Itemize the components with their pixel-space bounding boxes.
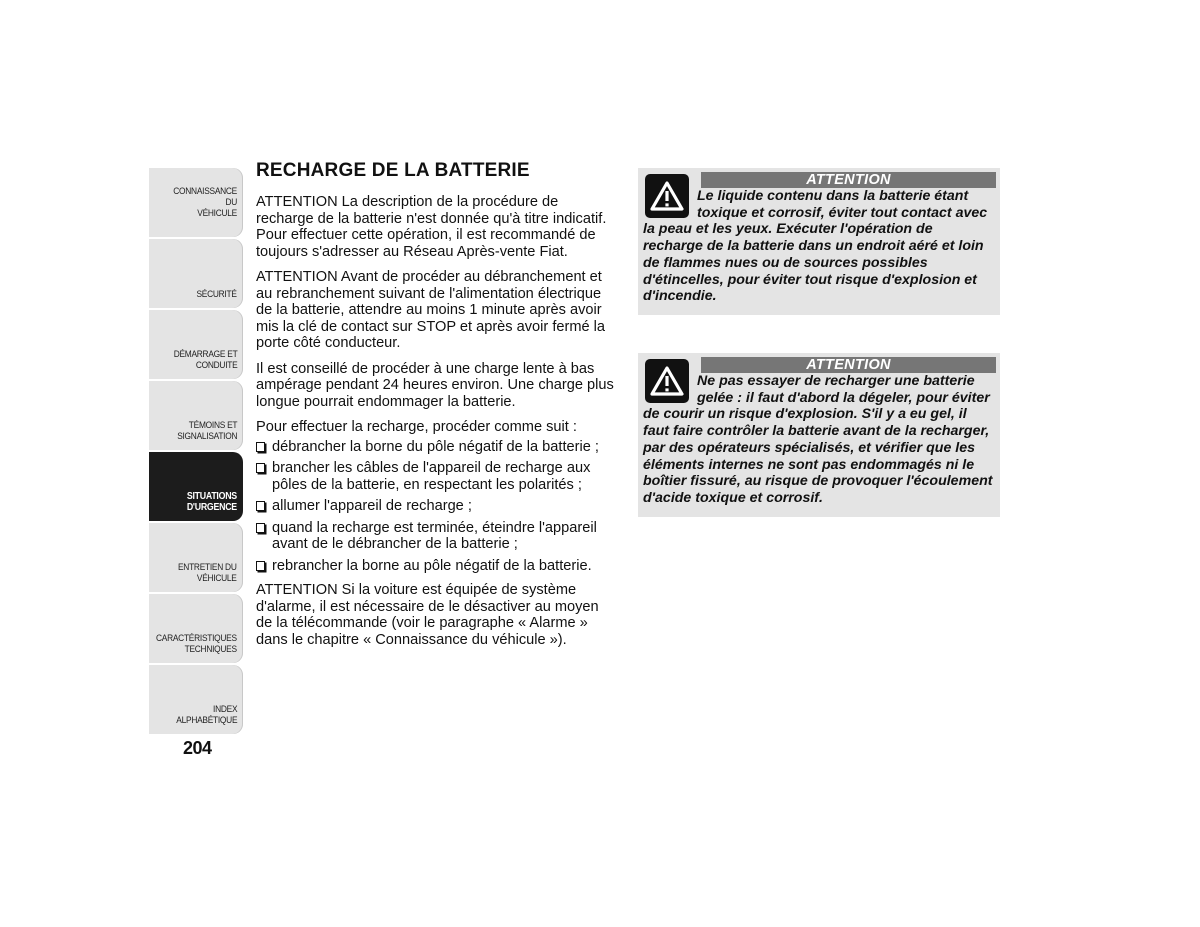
paragraph: ATTENTION Avant de procéder au débranchement et au rebranchement suivant de l'alimentation électrique de la batterie, attendre au moins 1 minute après avoir mis la clé de contact sur STOP et après avoir fermé la porte côté conducteur. — [256, 269, 606, 351]
paragraph: Pour effectuer la recharge, procéder comme suit : — [256, 419, 577, 435]
tab-label: CARACTÉRISTIQUES TECHNIQUES — [156, 633, 237, 655]
section-heading: RECHARGE DE LA BATTERIE — [256, 160, 530, 181]
list-item — [256, 460, 618, 493]
warning-rest: pour éviter de courir un risque d'explosion. S'il y a eu gel, il faut faire contrôler la batterie avant de la recharger, par des opérateurs spécialisés, et vérifier que les éléments internes ne sont pas endommagés ni le boîtier fissuré, au risque de provoquer l'écoulement d'acide toxique et corrosif. — [643, 389, 993, 506]
warning-title: ATTENTION — [701, 172, 996, 188]
tab-temoins-et-signalisation[interactable] — [149, 381, 243, 450]
steps-list — [256, 439, 618, 575]
tab-demarrage-et-conduite[interactable] — [149, 310, 243, 379]
warning-text — [643, 188, 996, 305]
tab-label: SÉCURITÉ — [196, 289, 237, 300]
list-item — [256, 520, 618, 553]
checkbox-bullet-icon — [256, 561, 265, 571]
warning-title: ATTENTION — [701, 357, 996, 373]
list-item — [256, 498, 618, 515]
checkbox-bullet-icon — [256, 523, 265, 533]
warning-text — [643, 373, 996, 507]
tab-connaissance-du-vehicule[interactable] — [149, 168, 243, 237]
warning-box — [638, 353, 1000, 517]
step-text: brancher les câbles de l'appareil de recharge aux pôles de la batterie, en respectant les polarités ; — [272, 460, 591, 493]
checkbox-bullet-icon — [256, 463, 265, 473]
warning-lead: Ne pas essayer de recharger une batterie gelée : il faut d'abord la dégeler, — [697, 373, 975, 406]
paragraph: ATTENTION La description de la procédure de recharge de la batterie n'est donnée qu'à titre indicatif. Pour effectuer cette opération, il est recommandé de toujours s'adresser au Réseau Après-vente Fiat. — [256, 194, 607, 260]
checkbox-bullet-icon — [256, 501, 265, 511]
tab-label: SITUATIONS D'URGENCE — [186, 491, 237, 513]
warning-triangle-icon — [645, 174, 689, 218]
step-text: rebrancher la borne au pôle négatif de la batterie. — [272, 557, 592, 574]
tab-index-alphabetique[interactable] — [149, 665, 243, 734]
tab-label: TÉMOINS ET SIGNALISATION — [176, 420, 237, 442]
step-text: quand la recharge est terminée, éteindre l'appareil avant de le débrancher de la batterie ; — [272, 519, 597, 552]
warning-rest: avec la peau et les yeux. Exécuter l'opération de recharge de la batterie dans un endroit aéré et loin de flammes nues ou de sources possibles d'étincelles, pour éviter tout risque d'explosion et d'incendie. — [643, 204, 988, 305]
list-item — [256, 558, 618, 575]
main-column — [256, 160, 618, 657]
tab-label: DÉMARRAGE ET CONDUITE — [173, 349, 237, 371]
page-number: 204 — [183, 738, 212, 758]
tab-label: INDEX ALPHABÉTIQUE — [176, 704, 237, 726]
tab-label: ENTRETIEN DU VÉHICULE — [178, 562, 237, 584]
chapter-tabs — [149, 168, 243, 736]
list-item — [256, 439, 618, 456]
paragraph: Il est conseillé de procéder à une charge lente à bas ampérage pendant 24 heures environ. Une charge plus longue pourrait endommager la batterie. — [256, 360, 614, 410]
tab-caracteristiques-techniques[interactable] — [149, 594, 243, 663]
warning-lead: Le liquide contenu dans la batterie étant toxique et corrosif, éviter tout contact — [697, 188, 969, 221]
step-text: allumer l'appareil de recharge ; — [272, 498, 472, 514]
paragraph: ATTENTION Si la voiture est équipée de système d'alarme, il est nécessaire de le désactiver au moyen de la télécommande (voir le paragraphe « Alarme » dans le chapitre « Connaissance du véhicule »). — [256, 582, 599, 648]
step-text: débrancher la borne du pôle négatif de la batterie ; — [272, 438, 599, 455]
warning-triangle-icon — [645, 359, 689, 403]
tab-label: CONNAISSANCE DU VÉHICULE — [173, 186, 237, 219]
warning-box — [638, 168, 1000, 315]
tab-situations-d-urgence[interactable] — [149, 452, 243, 521]
checkbox-bullet-icon — [256, 442, 265, 452]
tab-entretien-du-vehicule[interactable] — [149, 523, 243, 592]
tab-securite[interactable] — [149, 239, 243, 308]
